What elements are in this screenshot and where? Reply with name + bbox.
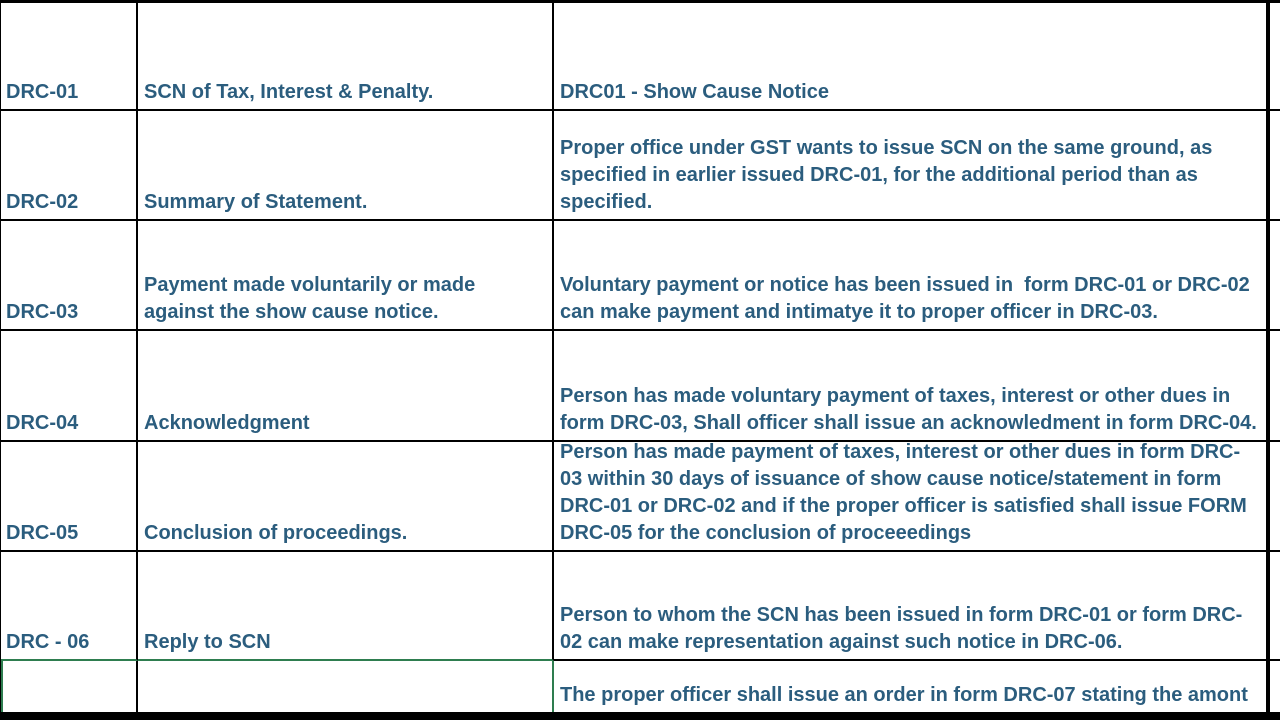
cell-edge-row6[interactable]	[1270, 552, 1280, 661]
cell-form-code-row7-selected[interactable]	[1, 661, 138, 712]
cell-form-code-row4[interactable]	[1, 331, 138, 442]
form-code-label: DRC - 06	[6, 631, 90, 653]
cell-description-row6[interactable]	[554, 552, 1270, 661]
cell-description-row3[interactable]	[554, 221, 1270, 331]
form-code-label: DRC-03	[6, 301, 79, 323]
form-name-label: SCN of Tax, Interest & Penalty.	[144, 81, 434, 103]
cell-description-row1[interactable]	[554, 3, 1270, 111]
description-label: DRC01 - Show Cause Notice	[560, 81, 829, 103]
cell-edge-row7[interactable]	[1270, 661, 1280, 712]
cell-description-row2[interactable]	[554, 111, 1270, 221]
cell-form-code-row1[interactable]	[1, 3, 138, 111]
cell-form-code-row3[interactable]	[1, 221, 138, 331]
description-label: Voluntary payment or notice has been issued in form DRC-01 or DRC-02 can make payment and intimatye it to proper officer in DRC-03.	[560, 274, 1256, 323]
cell-edge-row3[interactable]	[1270, 221, 1280, 331]
cell-description-row4[interactable]	[554, 331, 1270, 442]
cell-form-name-row5[interactable]	[138, 442, 554, 552]
form-name-label: Reply to SCN	[144, 631, 271, 653]
form-code-label: DRC-05	[6, 522, 79, 544]
cell-description-row5[interactable]	[554, 442, 1270, 552]
cell-edge-row1[interactable]	[1270, 3, 1280, 111]
description-label: Person has made payment of taxes, interest or other dues in form DRC-03 within 30 days of issuance of show cause notice/statement in form DRC-01 or DRC-02 and if the proper officer is satisfied shall issue FORM DRC-05 for the conclusion of proceeedings	[560, 442, 1253, 544]
cell-form-code-row5[interactable]	[1, 442, 138, 552]
cell-edge-row5[interactable]	[1270, 442, 1280, 552]
cell-edge-row4[interactable]	[1270, 331, 1280, 442]
cell-edge-row2[interactable]	[1270, 111, 1280, 221]
cell-form-name-row6[interactable]	[138, 552, 554, 661]
cell-form-name-row7-selected[interactable]	[138, 661, 554, 712]
description-label: Person to whom the SCN has been issued in form DRC-01 or form DRC-02 can make representation against such notice in DRC-06.	[560, 604, 1243, 653]
form-name-label: Acknowledgment	[144, 412, 310, 434]
form-code-label: DRC-02	[6, 191, 79, 213]
form-code-label: DRC-01	[6, 81, 79, 103]
description-label: Person has made voluntary payment of taxes, interest or other dues in form DRC-03, Shall officer shall issue an acknowledment in form DRC-04.	[560, 385, 1257, 434]
cell-form-name-row4[interactable]	[138, 331, 554, 442]
description-label: The proper officer shall issue an order in form DRC-07 stating the amont	[560, 684, 1248, 706]
cell-form-name-row1[interactable]	[138, 3, 554, 111]
letterbox-bottom	[0, 712, 1280, 720]
cell-form-name-row2[interactable]	[138, 111, 554, 221]
form-code-label: DRC-04	[6, 412, 79, 434]
form-name-label: Summary of Statement.	[144, 191, 368, 213]
description-label: Proper office under GST wants to issue SCN on the same ground, as specified in earlier issued DRC-01, for the additional period than as specified.	[560, 137, 1218, 213]
form-name-label: Payment made voluntarily or made against the show cause notice.	[144, 274, 481, 323]
cell-description-row7[interactable]	[554, 661, 1270, 712]
form-name-label: Conclusion of proceedings.	[144, 522, 408, 544]
spreadsheet-table	[0, 3, 1280, 712]
cell-form-name-row3[interactable]	[138, 221, 554, 331]
cell-form-code-row2[interactable]	[1, 111, 138, 221]
cell-form-code-row6[interactable]	[1, 552, 138, 661]
